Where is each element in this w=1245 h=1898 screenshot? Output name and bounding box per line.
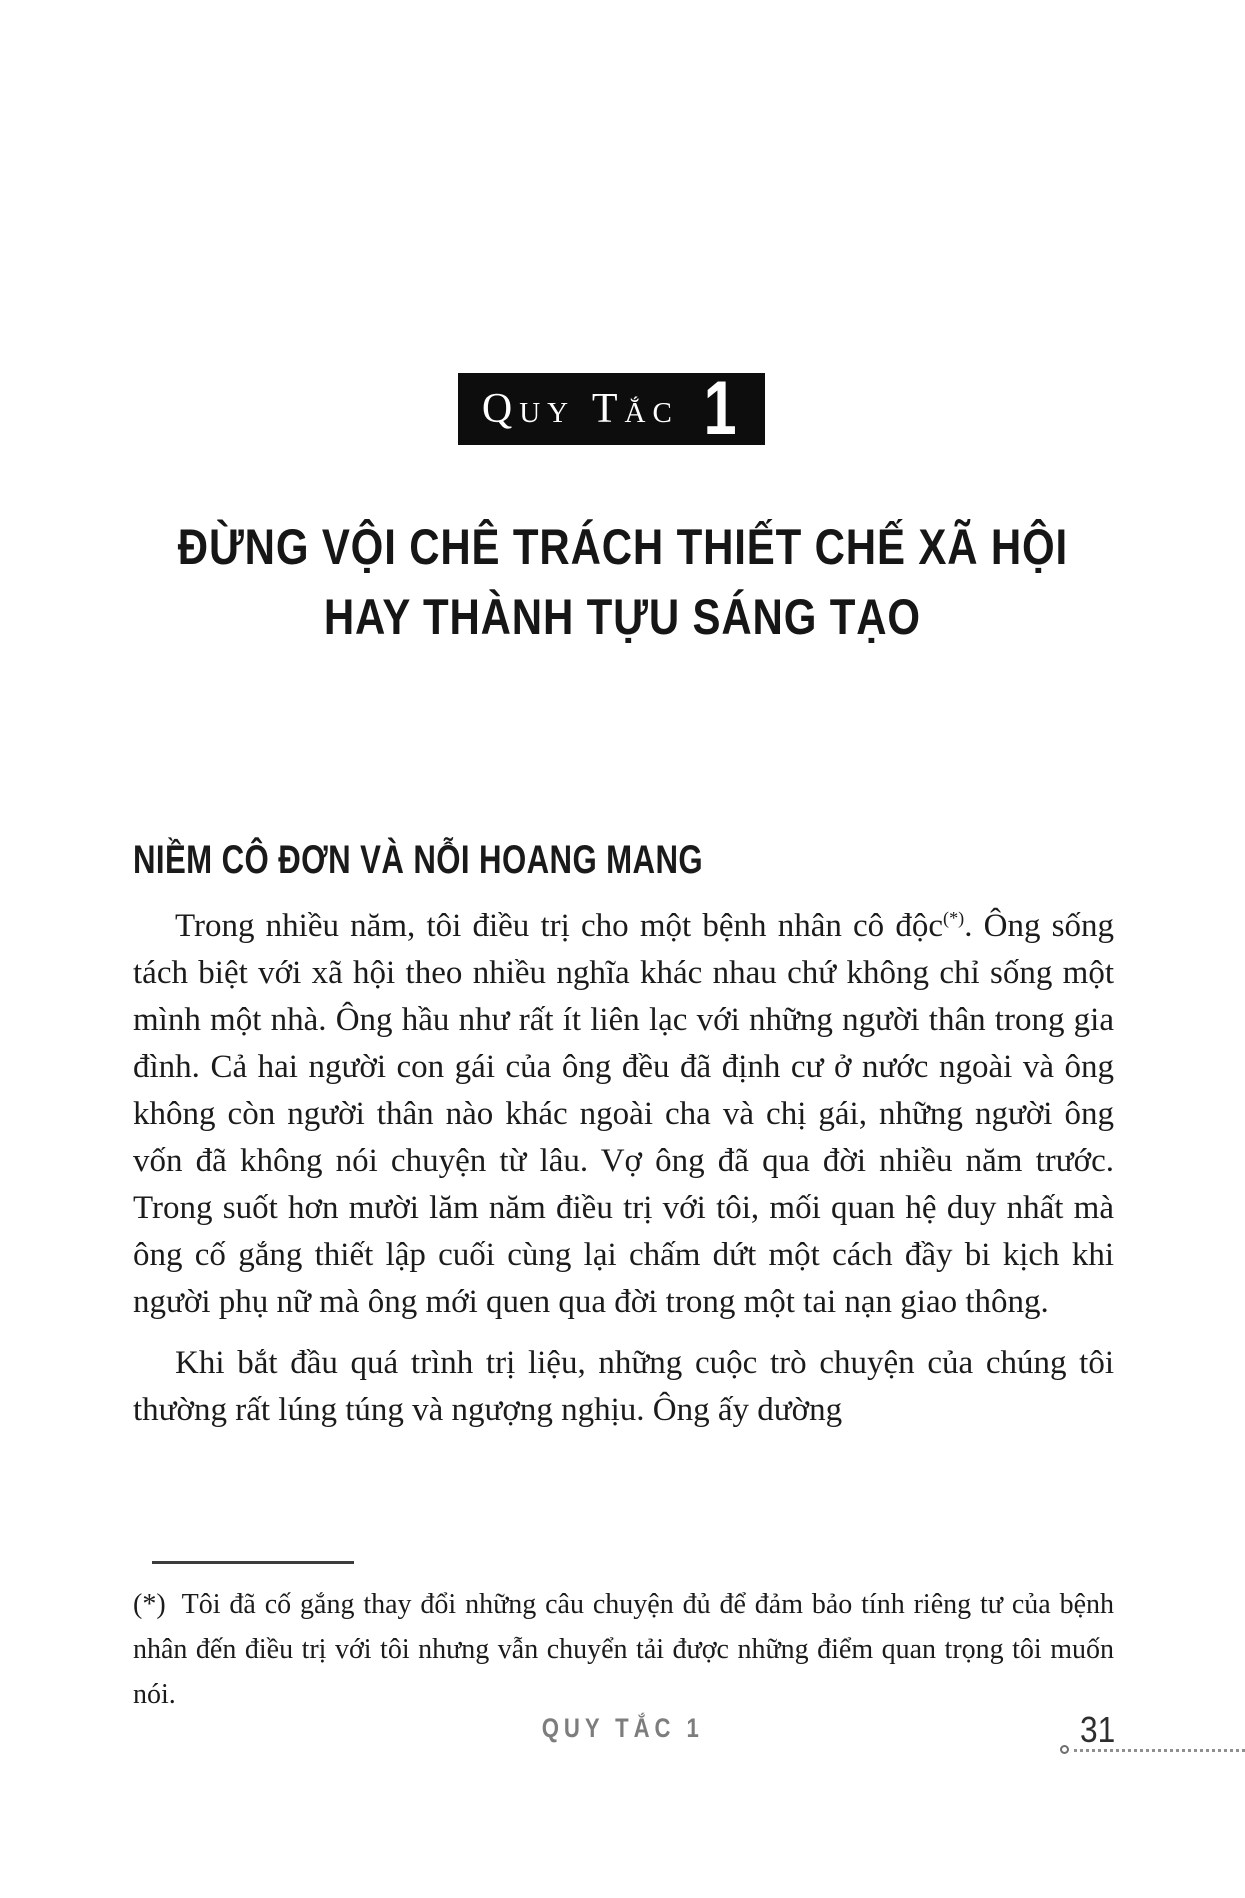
rule-label: Quy Tắc [481, 386, 679, 432]
rule-number-box [458, 366, 765, 451]
body-text [133, 903, 1114, 1434]
body-paragraph-1 [133, 903, 1114, 1326]
page-number-circle-icon [1060, 1745, 1069, 1754]
chapter-title-line1: ĐỪNG VỘI CHÊ TRÁCH THIẾT CHẾ XÃ HỘI [177, 519, 1068, 575]
footnote-marker: (*) [133, 1589, 166, 1620]
paragraph-1-text-after-marker: . Ông sống tách biệt với xã hội theo nhiều nghĩa khác nhau chứ không chỉ sống một mình một nhà. Ông hầu như rất ít liên lạc với những người thân trong gia đình. Cả hai người con gái của ông đều đã định cư ở nước ngoài và ông không còn người thân nào khác ngoài cha và chị gái, những người ông vốn đã không nói chuyện từ lâu. Vợ ông đã qua đời nhiều năm trước. Trong suốt hơn mười lăm năm điều trị với tôi, mối quan hệ duy nhất mà ông cố gắng thiết lập cuối cùng lại chấm dứt một cách đầy bi kịch khi người phụ nữ mà ông mới quen qua đời trong một tai nạn giao thông. [133, 908, 1114, 1320]
footnote-text: Tôi đã cố gắng thay đổi những câu chuyện đủ để đảm bảo tính riêng tư của bệnh nhân đến điều trị với tôi nhưng vẫn chuyển tải được những điểm quan trọng tôi muốn nói. [133, 1589, 1114, 1710]
paragraph-1-text-before-marker: Trong nhiều năm, tôi điều trị cho một bệnh nhân cô độc [175, 908, 944, 944]
body-paragraph-2: Khi bắt đầu quá trình trị liệu, những cuộc trò chuyện của chúng tôi thường rất lúng túng và ngượng nghịu. Ông ấy dường [133, 1345, 1114, 1428]
rule-number: 1 [703, 366, 737, 451]
chapter-title [0, 512, 1245, 652]
chapter-title-line2: HAY THÀNH TỰU SÁNG TẠO [323, 589, 922, 645]
footnote [133, 1582, 1114, 1717]
footnote-separator [152, 1561, 354, 1564]
section-heading: NIỀM CÔ ĐƠN VÀ NỖI HOANG MANG [133, 838, 704, 882]
page-number-dotted-line [1074, 1749, 1245, 1752]
footer-chapter-label: QUY TẮC 1 [541, 1713, 704, 1743]
page-number: 31 [1080, 1709, 1116, 1750]
footnote-marker-superscript: (*) [943, 908, 965, 928]
